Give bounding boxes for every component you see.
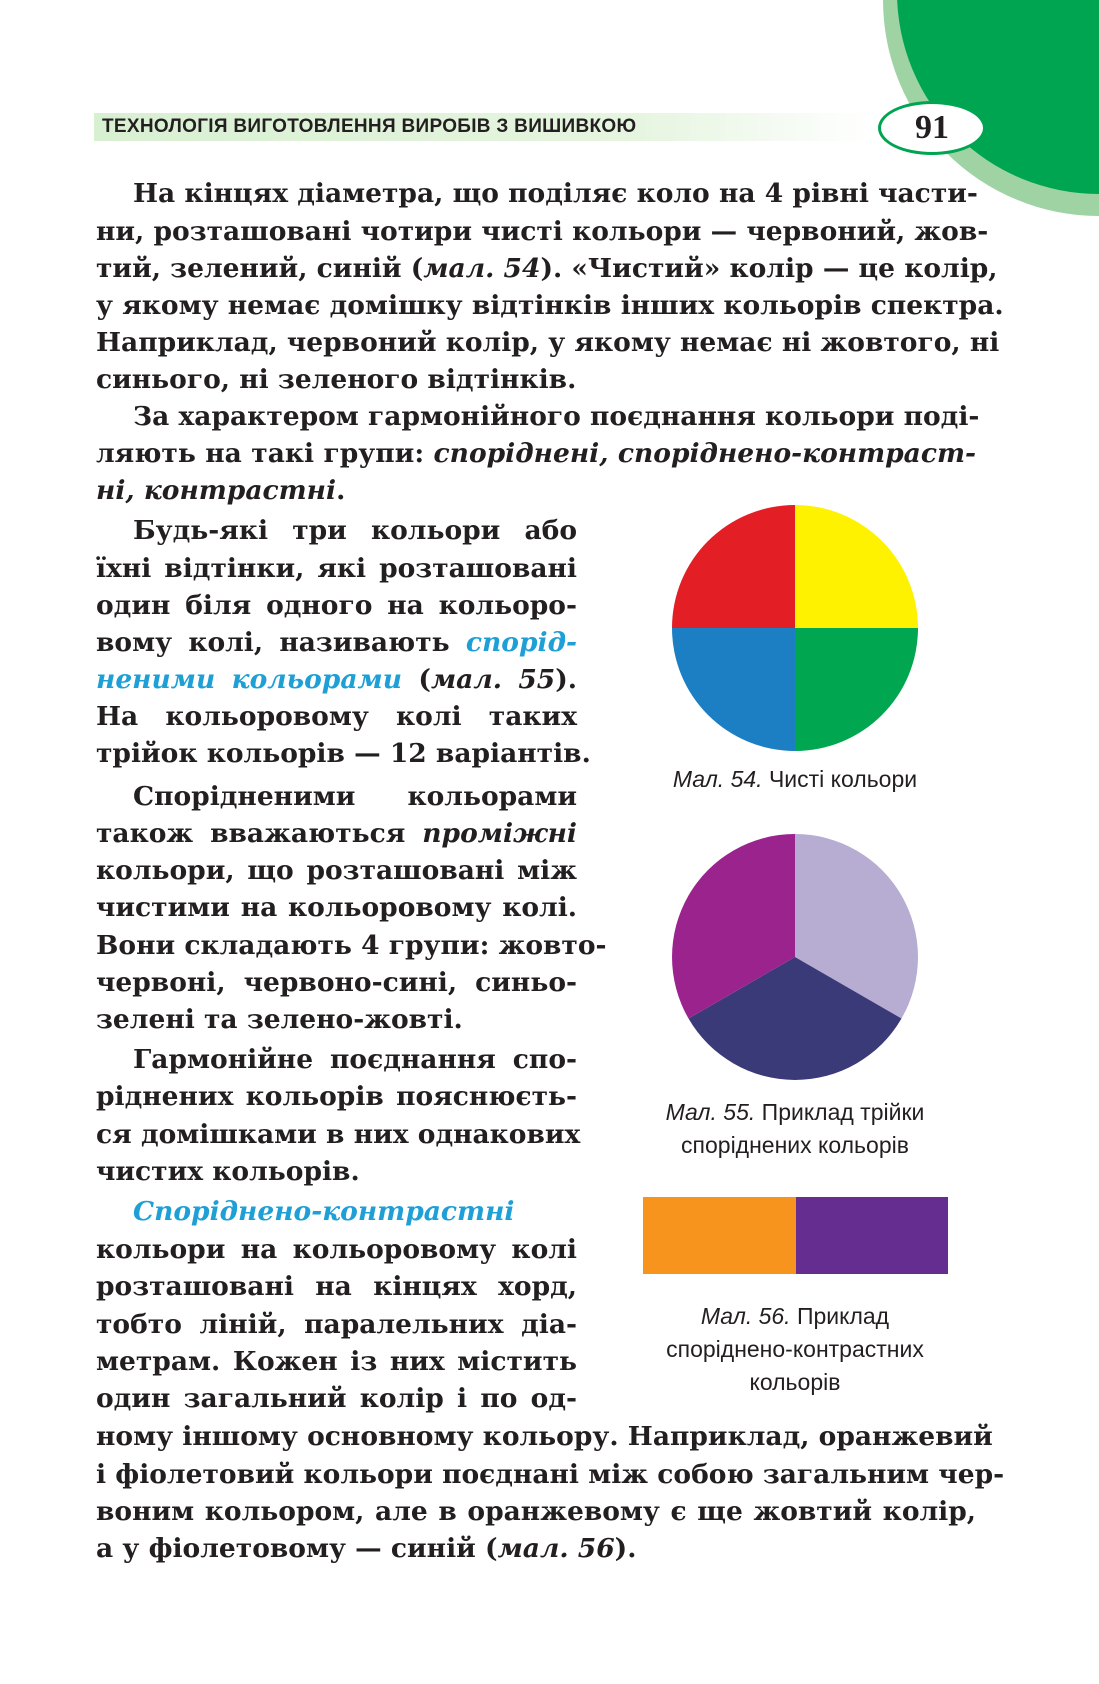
- text-line: ні, контрастні.: [96, 475, 346, 506]
- wheel-segment-yellow: [795, 505, 918, 628]
- text-line: трійок кольорів — 12 варіантів.: [96, 738, 591, 769]
- related-colors-wheel: [670, 832, 920, 1082]
- text-line: ріднених кольорів пояснюєть-: [96, 1081, 577, 1112]
- term-related-contrast: Споріднено-контрастні: [133, 1196, 515, 1227]
- swatch-orange: [643, 1197, 796, 1274]
- text-line: один біля одного на кольоро-: [96, 590, 577, 621]
- term-related: неними кольорами: [96, 664, 402, 695]
- text-line: червоні, червоно-сині, синьо-: [96, 967, 577, 998]
- text-line: синього, ні зеленого відтінків.: [96, 364, 577, 395]
- text-line: ся домішками в них однакових: [96, 1119, 581, 1150]
- text-line: воним кольором, але в оранжевому є ще жовтий колір,: [96, 1496, 976, 1527]
- wheel-segment-green: [795, 628, 918, 751]
- term-related: спорід-: [465, 627, 577, 658]
- text-line: один загальний колір і по од-: [96, 1383, 577, 1414]
- figure-caption-56: Мал. 56. Приклад споріднено-контрастних кольорів: [666, 1303, 924, 1395]
- text-line: [133, 1193, 577, 1230]
- text-line: кольори на кольоровому колі: [96, 1234, 577, 1265]
- text-line: кольори, що розташовані між: [96, 855, 577, 886]
- related-contrast-swatches: [643, 1197, 948, 1274]
- text-line: а у фіолетовому — синій (мал. 56).: [96, 1533, 637, 1564]
- text-line: Будь-які три кольори або: [133, 515, 577, 546]
- page-number: 91: [878, 101, 986, 155]
- text-line: їхні відтінки, які розташовані: [96, 553, 577, 584]
- swatch-violet: [796, 1197, 949, 1274]
- text-line: ни, розташовані чотири чисті кольори — червоний, жов-: [96, 216, 989, 247]
- text-line: і фіолетовий кольори поєднані між собою загальним чер-: [96, 1459, 1005, 1490]
- text-line: розташовані на кінцях хорд,: [96, 1271, 577, 1302]
- text-line: вому колі, називають спорід-: [96, 627, 577, 658]
- text-line: На кольоровому колі таких: [96, 701, 577, 732]
- text-line: зелені та зелено-жовті.: [96, 1004, 463, 1035]
- text-line: тий, зелений, синій (мал. 54). «Чистий» колір — це колір,: [96, 253, 998, 284]
- pure-colors-wheel: [670, 503, 920, 753]
- text-line: Спорідненими кольорами: [133, 781, 577, 812]
- text-line: За характером гармонійного поєднання кольори поді-: [133, 401, 980, 432]
- figure-caption-55: Мал. 55. Приклад трійки споріднених кольорів: [665, 1099, 925, 1158]
- wheel-segment-blue: [672, 628, 795, 751]
- figure-caption-54: Мал. 54. Чисті кольори: [672, 766, 918, 792]
- text-line: На кінцях діаметра, що поділяє коло на 4 рівні части-: [133, 178, 978, 209]
- text-line: ляють на такі групи: споріднені, споріднено-контраст-: [96, 438, 976, 469]
- text-line: ному іншому основному кольору. Наприклад, оранжевий: [96, 1421, 993, 1452]
- text-line: чистими на кольоровому колі.: [96, 892, 577, 923]
- running-title: ТЕХНОЛОГІЯ ВИГОТОВЛЕННЯ ВИРОБІВ З ВИШИВКОЮ: [102, 116, 637, 137]
- wheel-segment-red: [672, 505, 795, 628]
- text-line: також вважаються проміжні: [96, 818, 577, 849]
- text-line: чистих кольорів.: [96, 1156, 360, 1187]
- text-line: Вони складають 4 групи: жовто-: [96, 930, 607, 961]
- text-line: метрам. Кожен із них містить: [96, 1346, 577, 1377]
- text-line: тобто ліній, паралельних діа-: [96, 1309, 577, 1340]
- text-line: Гармонійне поєднання спо-: [133, 1044, 577, 1075]
- text-line: неними кольорами (мал. 55).: [96, 664, 578, 695]
- text-line: Наприклад, червоний колір, у якому немає ні жовтого, ні: [96, 327, 1000, 358]
- text-line: у якому немає домішку відтінків інших кольорів спектра.: [96, 290, 1004, 321]
